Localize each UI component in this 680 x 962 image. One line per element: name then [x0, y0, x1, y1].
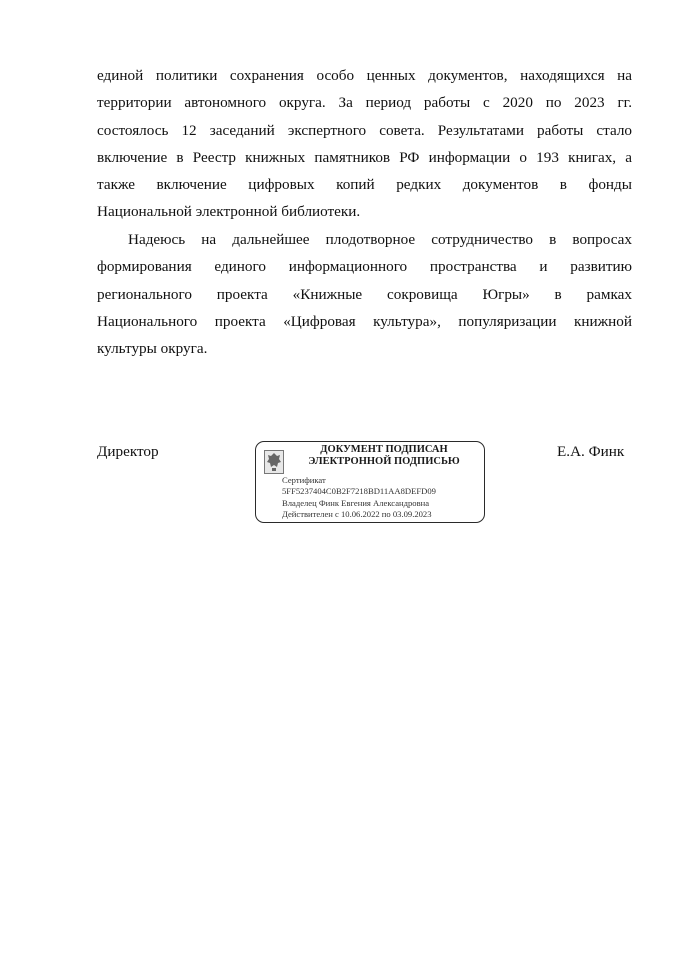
stamp-title-line: ДОКУМЕНТ ПОДПИСАН: [320, 444, 448, 455]
body-paragraph-2: [97, 226, 632, 362]
electronic-signature-stamp: [255, 441, 485, 523]
text-line: территории автономного округа. За период работы с 2020 по 2023 гг.: [97, 94, 632, 112]
text-line: культуры округа.: [97, 340, 208, 358]
text-line: Надеюсь на дальнейшее плодотворное сотрудничество в вопросах: [128, 231, 632, 248]
text-line: регионального проекта «Книжные сокровища Югры» в рамках: [97, 285, 632, 303]
signer-role: Директор: [97, 443, 159, 460]
coat-of-arms-icon: [264, 450, 284, 474]
certificate-number: 5FF5237404C0B2F7218BD11AA8DEFD09: [282, 486, 436, 496]
text-line: Национальной электронной библиотеки.: [97, 203, 361, 221]
signer-name: Е.А. Финк: [557, 443, 625, 460]
text-line: включение в Реестр книжных памятников РФ информации о 193 книгах, а: [97, 148, 632, 166]
text-line: также включение цифровых копий редких документов в фонды: [97, 176, 632, 194]
text-line: единой политики сохранения особо ценных документов, находящихся на: [97, 67, 632, 84]
text-line: формирования единого информационного пространства и развитию: [97, 258, 632, 276]
body-paragraph-1: [97, 62, 632, 226]
certificate-validity: Действителен с 10.06.2022 по 03.09.2023: [282, 509, 432, 519]
text-line: состоялось 12 заседаний экспертного совета. Результатами работы стало: [97, 121, 632, 139]
certificate-owner: Владелец Финк Евгения Александровна: [282, 498, 430, 508]
certificate-label: Сертификат: [282, 475, 326, 485]
text-line: Национального проекта «Цифровая культура», популяризации книжной: [97, 312, 632, 330]
stamp-title: [286, 444, 482, 467]
stamp-title-line: ЭЛЕКТРОННОЙ ПОДПИСЬЮ: [308, 455, 460, 467]
